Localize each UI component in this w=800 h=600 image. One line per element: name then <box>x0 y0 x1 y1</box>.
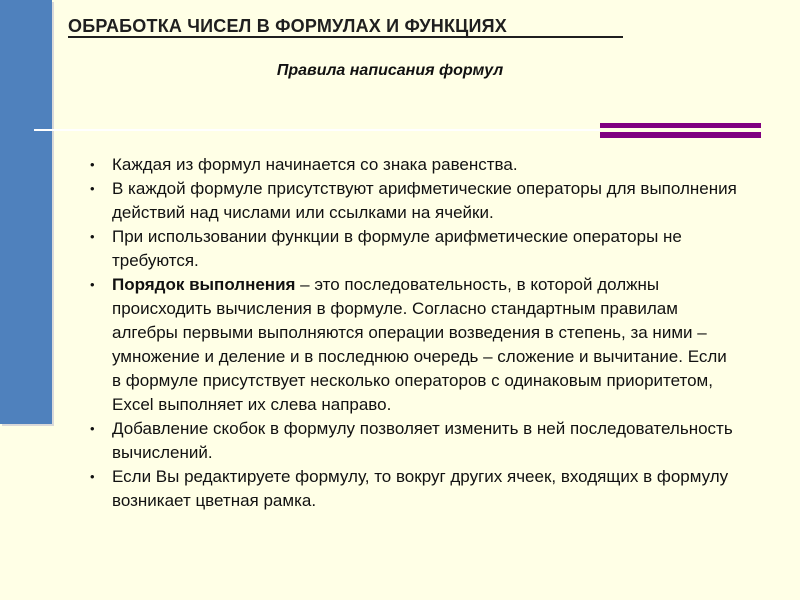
bullet-icon: • <box>90 277 95 292</box>
list-item <box>90 273 740 417</box>
list-item-text: При использовании функции в формуле арифметические операторы не требуются. <box>112 227 682 270</box>
list-item <box>90 465 740 513</box>
bullet-icon: • <box>90 469 95 484</box>
bullet-list <box>90 153 740 513</box>
list-item-text: Каждая из формул начинается со знака равенства. <box>112 155 518 174</box>
list-item <box>90 153 740 177</box>
list-item-text: – это последовательность, в которой должны происходить вычисления в формуле. Согласно стандартным правилам алгебры первыми выполняются операции возведения в степень, за ними – умножение и деление и в последнюю очередь – сложение и вычитание. Если в формуле присутствует несколько операторов с одинаковым приоритетом, Excel выполняет их слева направо. <box>112 275 727 414</box>
divider-line <box>34 129 600 131</box>
list-item-text: В каждой формуле присутствуют арифметические операторы для выполнения действий над числами или ссылками на ячейки. <box>112 179 737 222</box>
purple-stripe-top <box>600 123 761 128</box>
bullet-icon: • <box>90 157 95 172</box>
bullet-icon: • <box>90 421 95 436</box>
purple-stripe-bottom <box>600 132 761 138</box>
list-item <box>90 177 740 225</box>
list-item <box>90 225 740 273</box>
bullet-icon: • <box>90 181 95 196</box>
page-title: ОБРАБОТКА ЧИСЕЛ В ФОРМУЛАХ И ФУНКЦИЯХ <box>68 16 508 36</box>
subtitle <box>0 62 800 80</box>
list-item-text: Добавление скобок в формулу позволяет изменить в ней последовательность вычислений. <box>112 419 733 462</box>
subtitle-text: Правила написания формул <box>276 62 504 79</box>
purple-stripes <box>600 123 761 139</box>
list-item-text: Если Вы редактируете формулу, то вокруг других ячеек, входящих в формулу возникает цветная рамка. <box>112 467 729 510</box>
list-item-bold-term: Порядок выполнения <box>112 275 296 294</box>
bullet-icon: • <box>90 229 95 244</box>
title-underline <box>68 36 623 38</box>
list-item <box>90 417 740 465</box>
